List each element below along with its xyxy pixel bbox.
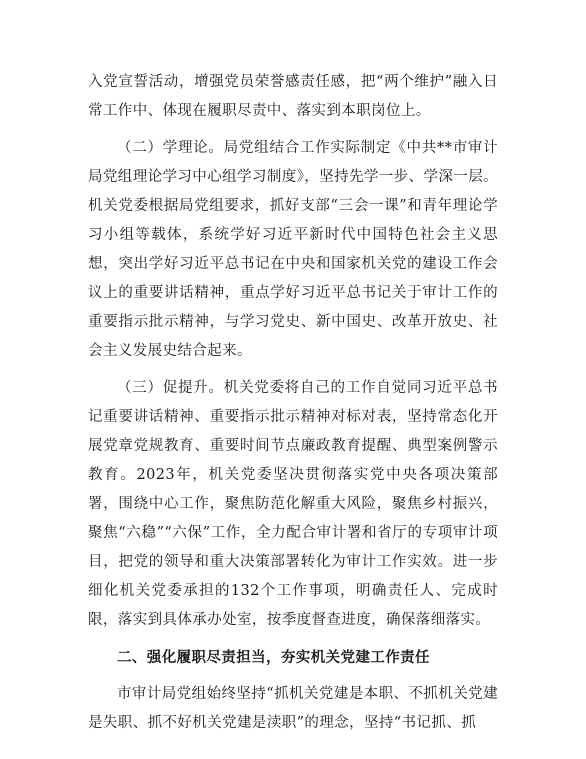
document-page [88, 68, 498, 738]
paragraph-continuation: 入党宣誓活动，增强党员荣誉感责任感，把“两个维护”融入日常工作中、体现在履职尽责中、落实到本职岗位上。 [88, 74, 498, 119]
paragraph-study-theory: （二）学理论。局党组结合工作实际制定《中共**市审计局党组理论学习中心组学习制度》，坚持先学一步、学深一层。机关党委根据局党组要求，抓好支部“三会一课”和青年理论学习小组等载体，系统学好习近平新时代中国特色社会主义思想，突出学好习近平总书记在中央和国家机关党的建设工作会议上的重要讲话精神，重点学好习近平总书记关于审计工作的重要指示批示精神，与学习党史、新中国史、改革开放史、社会主义发展史结合起来。 [88, 140, 498, 359]
section-heading: 二、强化履职尽责担当，夯实机关党建工作责任 [117, 649, 430, 666]
paragraph-promote-improvement: （三）促提升。机关党委将自己的工作自觉同习近平总书记重要讲话精神、重要指示批示精神对标对表，坚持常态化开展党章党规教育、重要时间节点廉政教育提醒、典型案例警示教育。2023年，机关党委坚决贯彻落实党中央各项决策部署，围绕中心工作，聚焦防范化解重大风险，聚焦乡村振兴，聚焦“六稳”“六保”工作，全力配合审计署和省厅的专项审计项目，把党的领导和重大决策部署转化为审计工作实效。进一步细化机关党委承担的132个工作事项，明确责任人、完成时限，落实到具体承办处室，按季度督查进度，确保落细落实。 [88, 380, 498, 628]
paragraph-party-group: 市审计局党组始终坚持“抓机关党建是本职、不抓机关党建是失职、抓不好机关党建是渎职”的理念，坚持“书记抓、抓 [88, 686, 498, 731]
